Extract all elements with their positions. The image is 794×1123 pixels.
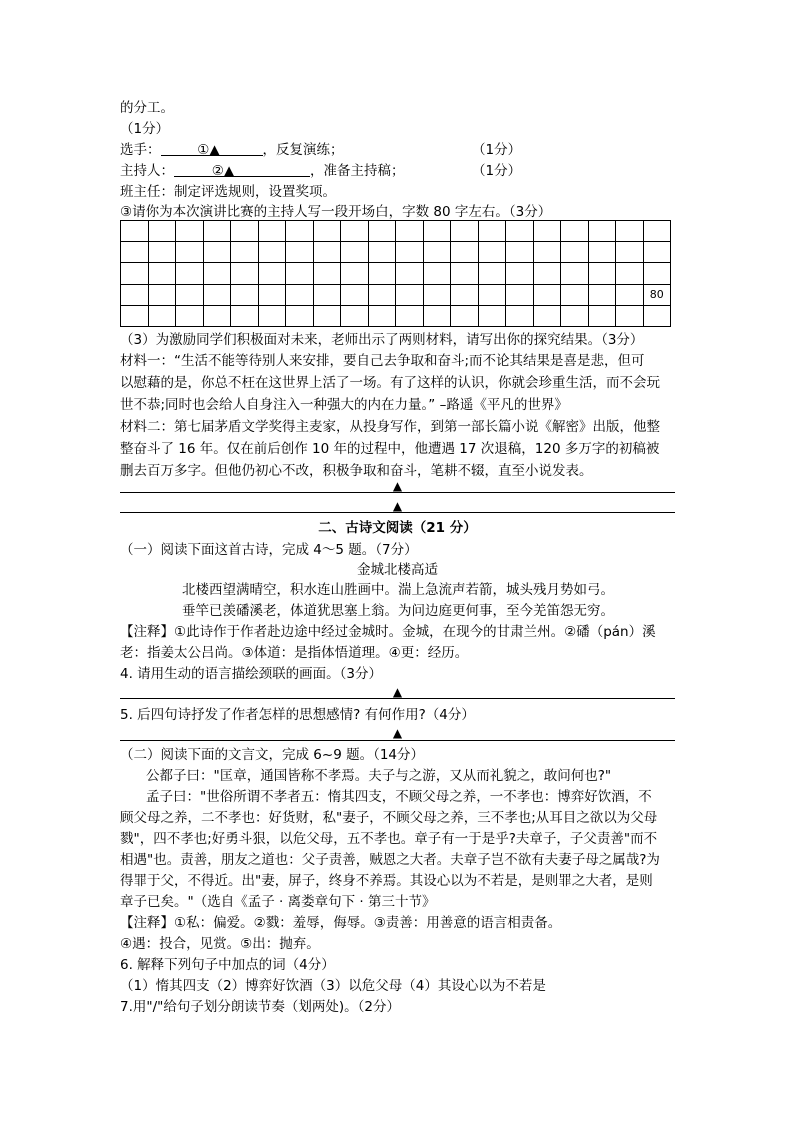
grid-cell[interactable] xyxy=(423,221,451,242)
passage-line: 得罪于父，不得近。出"妻，屏子，终身不养焉。其设心以为不若是，是则罪之大者，是则 xyxy=(120,873,653,889)
row-label: 选手： xyxy=(120,142,161,158)
answer-mark: ▲ xyxy=(392,479,403,493)
grid-cell[interactable] xyxy=(176,284,204,305)
row-suffix: ，反复演练； xyxy=(262,142,344,158)
grid-cell[interactable] xyxy=(451,242,479,263)
material-line: 世不恭;同时也会给人自身注入一种强大的内在力量。” –路遥《平凡的世界》 xyxy=(120,397,568,413)
answer-line[interactable] xyxy=(120,698,675,699)
question-6-items: （1）惰其四支（2）博弈好饮酒（3）以危父母（4）其设心以为不若是 xyxy=(120,978,546,994)
grid-cell[interactable] xyxy=(313,284,341,305)
note-line: 【注释】①私：偏爱。②戮：羞辱，侮辱。③责善：用善意的语言相责备。 xyxy=(120,915,562,931)
grid-cell[interactable] xyxy=(286,221,314,242)
grid-cell[interactable] xyxy=(478,242,506,263)
grid-cell[interactable] xyxy=(368,221,396,242)
assignment-row-teacher: 班主任：制定评选规则，设置奖项。 xyxy=(120,184,336,200)
material-line: 材料一：“生活不能等待别人来安排，要自己去争取和奋斗;而不论其结果是喜是悲，但可 xyxy=(120,353,645,369)
grid-cell[interactable] xyxy=(286,305,314,326)
grid-cell[interactable] xyxy=(341,263,369,284)
grid-cell[interactable] xyxy=(396,305,424,326)
grid-cell[interactable] xyxy=(451,263,479,284)
grid-cell[interactable] xyxy=(286,263,314,284)
grid-cell[interactable] xyxy=(643,221,671,242)
grid-cell[interactable] xyxy=(616,305,644,326)
grid-cell[interactable] xyxy=(203,263,231,284)
grid-cell[interactable] xyxy=(231,221,259,242)
grid-cell[interactable] xyxy=(643,263,671,284)
part-intro: （一）阅读下面这首古诗，完成 4～5 题。（7分） xyxy=(120,542,418,558)
question-prompt: ③请你为本次演讲比赛的主持人写一段开场白，字数 80 字左右。（3分） xyxy=(120,204,552,220)
grid-cell[interactable] xyxy=(423,305,451,326)
grid-cell[interactable] xyxy=(506,263,534,284)
grid-cell[interactable] xyxy=(423,263,451,284)
grid-cell[interactable] xyxy=(451,284,479,305)
answer-mark: ▲ xyxy=(392,726,403,740)
question-5: 5. 后四句诗抒发了作者怎样的思想感情? 有何作用?（4分） xyxy=(120,707,475,723)
note-line: 【注释】①此诗作于作者赴边途中经过金城时。金城，在现今的甘肃兰州。②磻（pán）溪 xyxy=(120,624,656,640)
assignment-row-host xyxy=(120,161,522,181)
grid-cell[interactable] xyxy=(341,221,369,242)
grid-cell[interactable] xyxy=(231,263,259,284)
text-line: 的分工。 xyxy=(120,100,174,116)
answer-mark: ▲ xyxy=(392,499,403,513)
passage-line: 公都子曰："匡章，通国皆称不孝焉。夫子与之游，又从而礼貌之，敢问何也?" xyxy=(146,768,612,784)
grid-cell[interactable] xyxy=(478,284,506,305)
grid-cell[interactable] xyxy=(341,284,369,305)
grid-cell[interactable] xyxy=(148,221,176,242)
grid-cell[interactable] xyxy=(148,263,176,284)
grid-cell[interactable] xyxy=(258,221,286,242)
section-title: 二、古诗文阅读（21 分） xyxy=(318,520,477,536)
grid-cell[interactable] xyxy=(533,284,561,305)
passage-line: 顾父母之养，二不孝也：好货财，私"妻子，不顾父母之养，三不孝也;从耳目之欲以为父母 xyxy=(120,810,658,826)
answer-line[interactable] xyxy=(120,512,675,513)
row-score: （1分） xyxy=(472,163,522,179)
grid-cell[interactable] xyxy=(643,242,671,263)
assignment-row-player xyxy=(120,140,522,160)
grid-row xyxy=(121,263,671,284)
grid-cell[interactable] xyxy=(588,284,616,305)
grid-cell[interactable] xyxy=(148,305,176,326)
grid-cell-count-mark[interactable]: 80 xyxy=(643,284,671,305)
grid-cell[interactable] xyxy=(396,284,424,305)
grid-cell[interactable] xyxy=(313,305,341,326)
grid-row xyxy=(121,221,671,242)
grid-cell[interactable] xyxy=(203,242,231,263)
grid-cell[interactable] xyxy=(616,242,644,263)
grid-cell[interactable] xyxy=(176,242,204,263)
grid-cell[interactable] xyxy=(368,284,396,305)
passage-line: 孟子曰："世俗所谓不孝者五：惰其四支，不顾父母之养，一不孝也：博弈好饮酒，不 xyxy=(146,789,652,805)
row-label: 主持人： xyxy=(120,163,174,179)
question-7: 7.用"/"给句子划分朗读节奏（划两处)。（2分） xyxy=(120,999,400,1015)
grid-cell[interactable] xyxy=(258,263,286,284)
grid-cell[interactable] xyxy=(643,305,671,326)
passage-line: 章子已矣。"（选自《孟子 · 离娄章句下 · 第三十节》 xyxy=(120,894,436,910)
question-6: 6. 解释下列句子中加点的词（4分） xyxy=(120,957,335,973)
grid-cell[interactable] xyxy=(451,221,479,242)
grid-cell[interactable] xyxy=(561,305,589,326)
grid-cell[interactable] xyxy=(478,263,506,284)
answer-line[interactable] xyxy=(120,492,675,493)
grid-cell[interactable] xyxy=(561,284,589,305)
grid-cell[interactable] xyxy=(506,242,534,263)
row-score: （1分） xyxy=(472,142,522,158)
grid-cell[interactable] xyxy=(231,305,259,326)
grid-cell[interactable] xyxy=(561,242,589,263)
grid-cell[interactable] xyxy=(203,305,231,326)
passage-line: 戮"，四不孝也;好勇斗狠，以危父母，五不孝也。章子有一于是乎?夫章子，子父责善"而不 xyxy=(120,831,658,847)
grid-cell[interactable] xyxy=(231,242,259,263)
passage-line: 相遇"也。责善，朋友之道也：父子责善，贼恩之大者。夫章子岂不欲有夫妻子母之属哉?为 xyxy=(120,852,660,868)
note-line: 老：指姜太公吕尚。③体道：是指体悟道理。④更：经历。 xyxy=(120,645,469,661)
writing-grid[interactable] xyxy=(120,220,671,327)
grid-cell[interactable] xyxy=(533,263,561,284)
grid-cell[interactable] xyxy=(313,221,341,242)
grid-cell[interactable] xyxy=(286,242,314,263)
grid-cell[interactable] xyxy=(176,305,204,326)
grid-cell[interactable] xyxy=(148,284,176,305)
poem-line: 垂竿已羡磻溪老，体道犹思塞上翁。为问边庭更何事，至今羌笛怨无穷。 xyxy=(182,603,614,619)
grid-cell[interactable] xyxy=(533,242,561,263)
grid-row xyxy=(121,305,671,326)
grid-cell[interactable] xyxy=(423,284,451,305)
material-line: 材料二：第七届茅盾文学奖得主麦家，从投身写作，到第一部长篇小说《解密》出版，他整 xyxy=(120,419,660,435)
question-prompt: （3）为激励同学们积极面对未来，老师出示了两则材料，请写出你的探究结果。（3分） xyxy=(120,332,644,348)
grid-cell[interactable] xyxy=(176,221,204,242)
grid-cell[interactable] xyxy=(423,242,451,263)
grid-cell[interactable] xyxy=(258,242,286,263)
score-note: （1分） xyxy=(120,121,170,137)
grid-cell[interactable] xyxy=(533,305,561,326)
grid-cell[interactable] xyxy=(451,305,479,326)
grid-row xyxy=(121,242,671,263)
grid-cell[interactable] xyxy=(616,221,644,242)
grid-cell[interactable] xyxy=(396,242,424,263)
grid-cell[interactable] xyxy=(258,305,286,326)
answer-blank[interactable] xyxy=(161,140,263,156)
grid-cell[interactable] xyxy=(121,305,149,326)
note-line: ④遇：投合，见赏。⑤出：抛弃。 xyxy=(120,936,320,952)
grid-cell[interactable] xyxy=(313,242,341,263)
grid-cell[interactable] xyxy=(588,263,616,284)
grid-cell[interactable] xyxy=(121,263,149,284)
grid-cell[interactable] xyxy=(478,305,506,326)
grid-cell[interactable] xyxy=(368,263,396,284)
grid-cell[interactable] xyxy=(478,221,506,242)
material-line: 以慰藉的是，你总不枉在这世界上活了一场。有了这样的认识，你就会珍重生活，而不会玩 xyxy=(120,375,660,391)
grid-cell[interactable] xyxy=(203,221,231,242)
material-line: 删去百万多字。但他仍初心不改，积极争取和奋斗，笔耕不辍，直至小说发表。 xyxy=(120,463,593,479)
grid-cell[interactable] xyxy=(368,242,396,263)
poem-title: 金城北楼高适 xyxy=(357,562,438,578)
grid-cell[interactable] xyxy=(121,284,149,305)
blank-marker: ②▲ xyxy=(211,163,235,179)
grid-cell[interactable] xyxy=(341,242,369,263)
row-suffix: ，准备主持稿； xyxy=(310,163,405,179)
grid-cell[interactable] xyxy=(506,305,534,326)
grid-cell[interactable] xyxy=(121,242,149,263)
grid-cell[interactable] xyxy=(506,221,534,242)
part-intro: （二）阅读下面的文言文，完成 6~9 题。（14分） xyxy=(120,747,424,763)
grid-cell[interactable] xyxy=(176,263,204,284)
grid-cell[interactable] xyxy=(588,221,616,242)
grid-cell[interactable] xyxy=(506,284,534,305)
grid-cell[interactable] xyxy=(561,263,589,284)
grid-cell[interactable] xyxy=(313,263,341,284)
grid-cell[interactable] xyxy=(203,284,231,305)
answer-mark: ▲ xyxy=(392,685,403,699)
grid-row xyxy=(121,284,671,305)
answer-line[interactable] xyxy=(120,740,675,741)
grid-cell[interactable] xyxy=(286,284,314,305)
grid-cell[interactable] xyxy=(368,305,396,326)
grid-cell[interactable] xyxy=(588,242,616,263)
grid-cell[interactable] xyxy=(396,263,424,284)
material-line: 整奋斗了 16 年。仅在前后创作 10 年的过程中，他遭遇 17 次退稿，120 多万字的初稿被 xyxy=(120,441,660,457)
blank-marker: ①▲ xyxy=(197,142,220,158)
grid-cell[interactable] xyxy=(258,284,286,305)
grid-cell[interactable] xyxy=(561,221,589,242)
grid-cell[interactable] xyxy=(616,263,644,284)
grid-cell[interactable] xyxy=(396,221,424,242)
grid-cell[interactable] xyxy=(231,284,259,305)
poem-line: 北楼西望满晴空，积水连山胜画中。湍上急流声若箭，城头残月势如弓。 xyxy=(182,582,614,598)
grid-cell[interactable] xyxy=(121,221,149,242)
grid-cell[interactable] xyxy=(148,242,176,263)
question-4: 4. 请用生动的语言描绘颈联的画面。（3分） xyxy=(120,666,383,682)
grid-cell[interactable] xyxy=(341,305,369,326)
grid-cell[interactable] xyxy=(616,284,644,305)
grid-cell[interactable] xyxy=(588,305,616,326)
grid-cell[interactable] xyxy=(533,221,561,242)
answer-blank[interactable] xyxy=(174,161,310,177)
